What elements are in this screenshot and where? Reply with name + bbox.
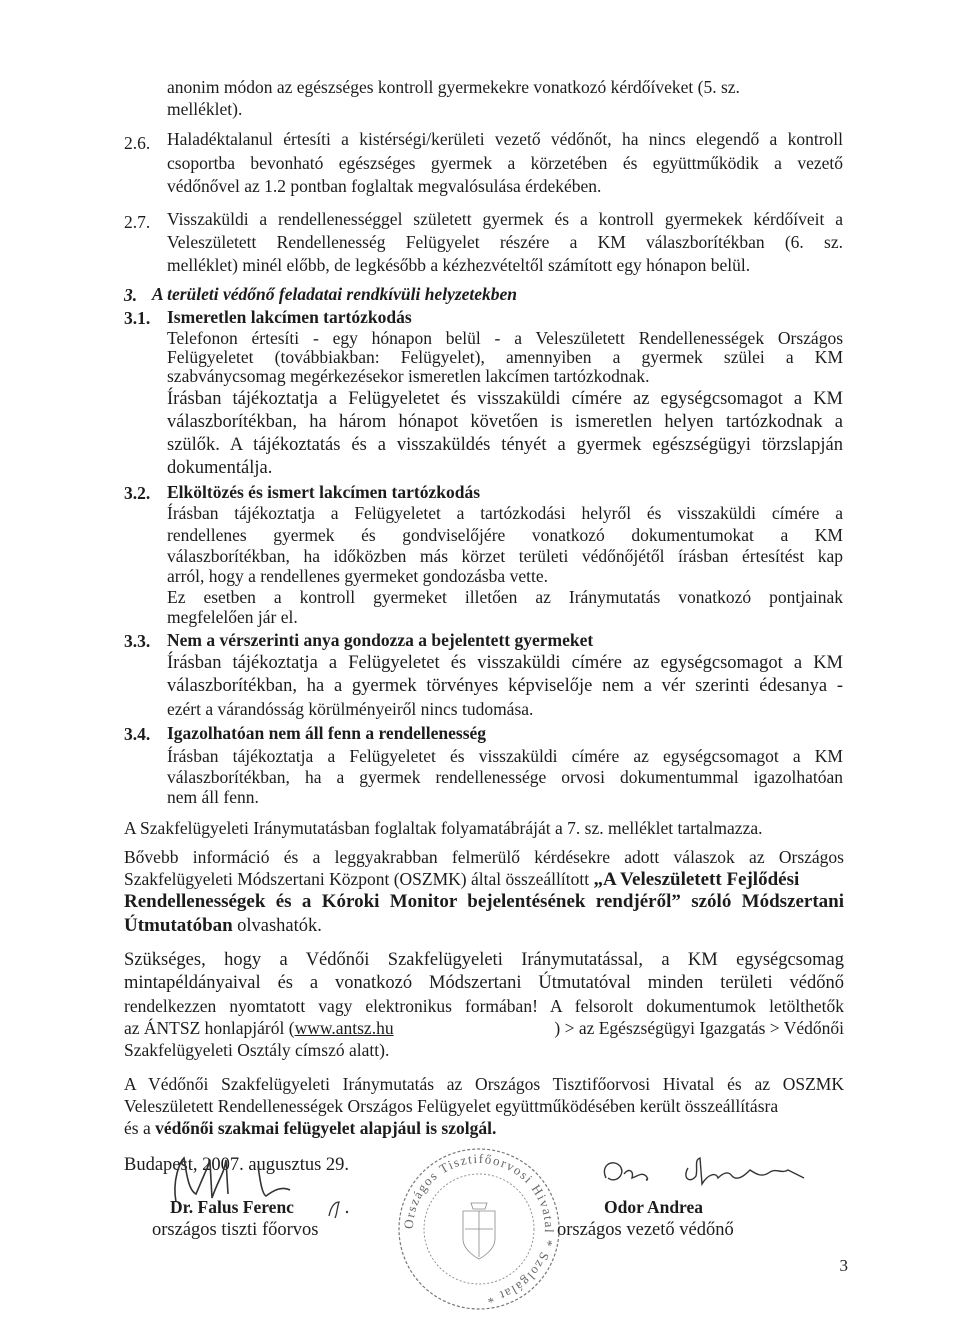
section-3-1-line-6: szülők. A tájékoztatás és a visszaküldés tényét a gyermek egészségügyi törzslapján <box>167 435 843 455</box>
final-line-2: Veleszületett Rendellenességek Országos Felügyelet együttműködésében került összeállításra <box>124 1096 779 1116</box>
info-line-2 <box>124 868 799 891</box>
section-number: 3. <box>124 285 138 305</box>
section-3-4-title: Igazolhatóan nem áll fenn a rendellenesség <box>167 723 487 743</box>
section-3-4-line-1: Írásban tájékoztatja a Felügyeletet és visszaküldi címére az egységcsomagot a KM <box>167 746 843 766</box>
section-3-4-line-3: nem áll fenn. <box>167 787 259 807</box>
section-number: 2.6. <box>124 133 151 153</box>
section-3-title: A területi védőnő feladatai rendkívüli helyzetekben <box>152 284 518 304</box>
section-3-2-line-3: válaszborítékban, ha időközben más körzet területi védőnőjétől írásban értesítést kap <box>167 546 843 566</box>
section-2-7-line-3: melléklet) minél előbb, de legkésőbb a kézhezvételtől számított egy hónapon belül. <box>167 255 751 275</box>
section-number: 2.7. <box>124 212 151 232</box>
signer-right-title: országos vezető védőnő <box>557 1220 734 1240</box>
info-line-4 <box>124 914 322 937</box>
section-3-1-line-4: Írásban tájékoztatja a Felügyeletet és visszaküldi címére az egységcsomagot a KM <box>167 389 843 409</box>
section-2-7-line-2: Veleszületett Rendellenesség Felügyelet részére a KM válaszborítékban (6. sz. <box>167 232 843 252</box>
date-line: Budapest, 2007. augusztus 29. <box>124 1155 350 1175</box>
section-3-1-line-3: szabványcsomag megérkezésekor ismeretlen lakcímen tartózkodnak. <box>167 366 650 386</box>
info-line-3: Rendellenességek és a Kóroki Monitor bejelentésének rendjéről” szóló Módszertani <box>124 891 844 912</box>
section-3-2-title: Elköltözés és ismert lakcímen tartózkodás <box>167 482 481 502</box>
final-line-3 <box>124 1117 496 1139</box>
need-line-4 <box>124 1017 844 1039</box>
final-line-3-text: és a <box>124 1118 151 1138</box>
info-line-2-bold: „A Veleszületett Fejlődési <box>593 869 800 890</box>
section-3-3-line-2: válaszborítékban, ha a gyermek törvényes képviselője nem a vér szerinti édesanya - <box>167 676 843 696</box>
signature-mark <box>325 1198 351 1220</box>
section-3-3-line-3: ezért a várandósság körülményeiről nincs tudomása. <box>167 699 534 719</box>
section-3-1-line-5: válaszborítékban, ha három hónapot követően is ismeretlen helyen tartózkodnak a <box>167 412 843 432</box>
section-number: 3.1. <box>124 308 151 328</box>
need-line-1: Szükséges, hogy a Védőnői Szakfelügyeleti Iránymutatással, a KM egységcsomag <box>124 950 844 970</box>
info-line-1: Bővebb információ és a leggyakrabban felmerülő kérdésekre adott válaszok az Országos <box>124 847 844 867</box>
need-line-4-end: ) > az Egészségügyi Igazgatás > Védőnői <box>554 1018 844 1038</box>
signer-right-name: Odor Andrea <box>604 1197 704 1217</box>
section-3-2-line-2: rendellenes gyermek és gondviselőjére vonatkozó dokumentumokat a KM <box>167 525 843 545</box>
info-line-4-text: olvashatók. <box>237 916 322 936</box>
signature-right <box>598 1148 828 1198</box>
section-3-3-line-1: Írásban tájékoztatja a Felügyeletet és visszaküldi címére az egységcsomagot a KM <box>167 653 843 673</box>
final-line-1: A Védőnői Szakfelügyeleti Iránymutatás az Országos Tisztifőorvosi Hivatal és az OSZMK <box>124 1074 844 1094</box>
section-number: 3.3. <box>124 631 151 651</box>
section-3-1-line-2: Felügyeletet (továbbiakban: Felügyelet), amennyiben a gyermek szülei a KM <box>167 347 843 367</box>
need-line-3: rendelkezzen nyomtatott vagy elektronikus formában! A felsorolt dokumentumok letölthetők <box>124 996 844 1016</box>
need-line-5: Szakfelügyeleti Osztály címszó alatt). <box>124 1040 390 1060</box>
need-line-4-start <box>124 1017 394 1039</box>
official-stamp <box>393 1143 565 1315</box>
section-2-7-line-1: Visszaküldi a rendellenességgel született gyermek és a kontroll gyermekek kérdőíveit a <box>167 209 843 229</box>
section-2-6-line-2: csoportba bevonható egészséges gyermek a körzetében és együttműködik a vezető <box>167 153 843 173</box>
info-line-2-text: Szakfelügyeleti Módszertani Központ (OSZMK) által összeállított <box>124 869 590 889</box>
section-2-6-line-1: Haladéktalanul értesíti a kistérségi/kerületi vezető védőnőt, ha nincs elegendő a kontroll <box>167 129 843 149</box>
section-3-1-line-1: Telefonon értesíti - egy hónapon belül - a Veleszületett Rendellenességek Országos <box>167 328 843 348</box>
section-number: 3.4. <box>124 724 151 744</box>
section-3-2-line-1: Írásban tájékoztatja a Felügyeletet a tartózkodási helyről és visszaküldi címére a <box>167 503 843 523</box>
signer-left-title: országos tiszti főorvos <box>152 1220 319 1240</box>
section-3-2-line-4: arról, hogy a rendellenes gyermeket gondozásba vette. <box>167 566 548 586</box>
section-3-4-line-2: válaszborítékban, ha a gyermek rendellenessége orvosi dokumentummal igazolhatóan <box>167 767 843 787</box>
info-line-4-bold: Útmutatóban <box>124 915 233 936</box>
section-3-2-line-5: Ez esetben a kontroll gyermeket illetően az Iránymutatás vonatkozó pontjainak <box>167 587 843 607</box>
section-number: 3.2. <box>124 483 151 503</box>
page-number: 3 <box>839 1256 848 1275</box>
need-line-2: mintapéldányaival és a vonatkozó Módszertani Útmutatóval minden területi védőnő <box>124 973 844 993</box>
need-line-4-prefix: az ÁNTSZ honlapjáról ( <box>124 1018 295 1038</box>
intro-line-2: melléklet). <box>167 99 243 119</box>
svg-text:Országos Tisztifőorvosi Hivata: Országos Tisztifőorvosi Hivatal * Szolgálat * <box>400 1150 558 1307</box>
signer-left-name: Dr. Falus Ferenc <box>170 1197 294 1217</box>
section-2-6-line-3: védőnővel az 1.2 pontban foglaltak megvalósulása érdekében. <box>167 176 602 196</box>
section-3-1-title: Ismeretlen lakcímen tartózkodás <box>167 307 412 327</box>
intro-line-1: anonim módon az egészséges kontroll gyermekekre vonatkozó kérdőíveket (5. sz. <box>167 77 740 97</box>
antsz-link[interactable]: www.antsz.hu <box>294 1018 394 1038</box>
final-line-3-bold: védőnői szakmai felügyelet alapjául is szolgál. <box>155 1118 497 1138</box>
section-3-1-line-7: dokumentálja. <box>167 458 273 478</box>
section-3-3-title: Nem a vérszerinti anya gondozza a bejelentett gyermeket <box>167 630 594 650</box>
section-3-2-line-6: megfelelően jár el. <box>167 607 298 627</box>
flowchart-reference: A Szakfelügyeleti Iránymutatásban foglaltak folyamatábráját a 7. sz. melléklet tartalmazza. <box>124 818 763 838</box>
